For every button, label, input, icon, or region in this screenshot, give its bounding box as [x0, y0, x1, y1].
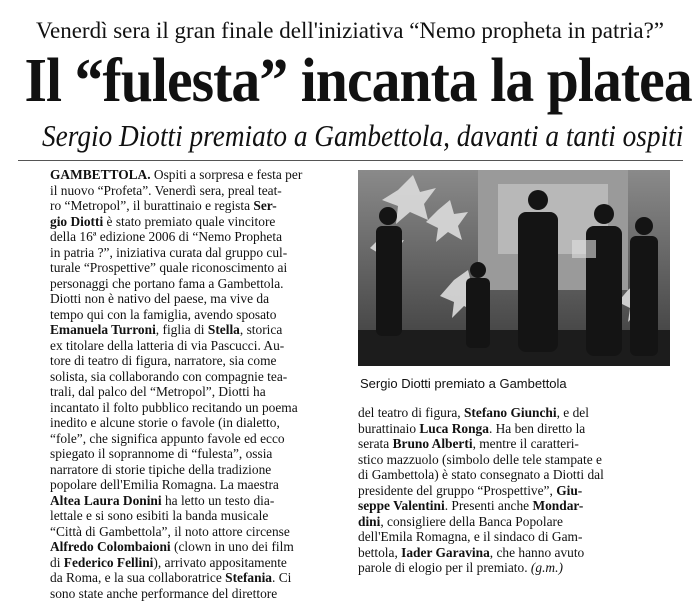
text-line [358, 545, 670, 561]
bold-name: GAMBETTOLA. [50, 167, 151, 182]
text-line [50, 322, 343, 338]
text-line [50, 555, 343, 571]
text-line [358, 483, 670, 499]
text-line [50, 183, 343, 199]
bold-name: dini [358, 514, 380, 529]
bold-name: Ser- [253, 198, 276, 213]
text-segment: turale “Prospettive” quale riconoscimento ai [50, 260, 287, 275]
text-line [50, 245, 343, 261]
bold-name: Giu- [556, 483, 582, 498]
bold-name: Bruno Alberti [393, 436, 473, 451]
text-segment: tempo qui con la famiglia, avendo sposato [50, 307, 276, 322]
kicker: Venerdì sera il gran finale dell'iniziativa “Nemo propheta in patria?” [0, 18, 700, 44]
text-line [50, 369, 343, 385]
headline: Il “fulesta” incanta la platea [25, 46, 676, 116]
text-line [50, 508, 343, 524]
photo-illustration [358, 170, 670, 366]
subheadline: Sergio Diotti premiato a Gambettola, davanti a tanti ospiti [42, 118, 658, 154]
text-segment: serata [358, 436, 393, 451]
bold-name: Stella [208, 322, 240, 337]
text-line [50, 384, 343, 400]
bold-name: Alfredo Colombaioni [50, 539, 171, 554]
text-line [50, 524, 343, 540]
bold-name: Emanuela Turroni [50, 322, 156, 337]
text-segment: “fole”, che significa appunto favole ed ecco [50, 431, 285, 446]
text-segment: . Ci [272, 570, 291, 585]
text-line [50, 415, 343, 431]
text-segment: ex titolare della latteria di via Pascucci. Au- [50, 338, 284, 353]
text-segment: parole di elogio per il premiato. [358, 560, 531, 575]
article-body-right [358, 405, 670, 576]
text-line [50, 431, 343, 447]
text-segment: ro “Metropol”, il burattinaio e regista [50, 198, 253, 213]
text-line [50, 291, 343, 307]
text-line [50, 477, 343, 493]
text-segment: della 16ª edizione 2006 di “Nemo Propheta [50, 229, 282, 244]
text-segment: dell'Emila Romagna, e il sindaco di Gam- [358, 529, 582, 544]
text-line [50, 462, 343, 478]
photo-caption: Sergio Diotti premiato a Gambettola [360, 376, 672, 392]
text-segment: , figlia di [156, 322, 208, 337]
text-segment: inedito e alcune storie o favole (in dialetto, [50, 415, 280, 430]
text-segment: di [50, 555, 64, 570]
text-segment: personaggi che portano fama a Gambettola. [50, 276, 284, 291]
bold-name: Luca Ronga [419, 421, 489, 436]
text-line [50, 229, 343, 245]
text-segment: è stato premiato quale vincitore [103, 214, 275, 229]
text-line [50, 307, 343, 323]
text-segment: solista, sia collaborando con compagnie tea- [50, 369, 287, 384]
bold-name: gio Diotti [50, 214, 103, 229]
text-line [50, 493, 343, 509]
text-line [50, 167, 343, 183]
text-segment: Ospiti a sorpresa e festa per [151, 167, 303, 182]
text-line [50, 214, 343, 230]
text-segment: burattinaio [358, 421, 419, 436]
text-segment: (clown in uno dei film [171, 539, 294, 554]
text-segment: Diotti non è nativo del paese, ma vive da [50, 291, 269, 306]
text-line [358, 421, 670, 437]
text-line [358, 467, 670, 483]
text-line [50, 198, 343, 214]
text-segment: . Presenti anche [445, 498, 533, 513]
italic-signature: (g.m.) [531, 560, 563, 575]
text-segment: , mentre il caratteri- [473, 436, 579, 451]
text-segment: sono state anche performance del direttore [50, 586, 277, 601]
text-segment: presidente del gruppo “Prospettive”, [358, 483, 556, 498]
text-line [50, 400, 343, 416]
article-photo [358, 170, 670, 366]
text-segment: di Gambettola) è stato consegnato a Diotti dal [358, 467, 604, 482]
text-segment: , consigliere della Banca Popolare [380, 514, 563, 529]
text-line [50, 276, 343, 292]
text-line [50, 539, 343, 555]
text-segment: , storica [240, 322, 282, 337]
text-segment: incantato il folto pubblico recitando un poema [50, 400, 298, 415]
bold-name: seppe Valentini [358, 498, 445, 513]
text-segment: il nuovo “Profeta”. Venerdì sera, preal teat- [50, 183, 282, 198]
text-segment: lettale e si sono esibiti la banda musicale [50, 508, 268, 523]
text-line [358, 529, 670, 545]
text-line [50, 586, 343, 601]
text-line [50, 260, 343, 276]
text-line [358, 436, 670, 452]
text-segment: “Città di Gambettola”, il noto attore circense [50, 524, 290, 539]
text-line [358, 560, 670, 576]
text-segment: tore di teatro di figura, narratore, sia come [50, 353, 276, 368]
text-line [358, 452, 670, 468]
text-segment: in patria ?”, iniziativa curata dal gruppo cul- [50, 245, 287, 260]
text-segment: spiegato il soprannome di “fulesta”, ossia [50, 446, 272, 461]
text-segment: ), arrivato appositamente [153, 555, 286, 570]
text-segment: popolare dell'Emilia Romagna. La maestra [50, 477, 279, 492]
text-segment: del teatro di figura, [358, 405, 464, 420]
text-segment: . Ha ben diretto la [489, 421, 585, 436]
text-segment: , e del [557, 405, 589, 420]
text-line [50, 338, 343, 354]
text-segment: narratore di storie tipiche della tradizione [50, 462, 271, 477]
bold-name: Altea Laura Donini [50, 493, 162, 508]
text-segment: ha letto un testo dia- [162, 493, 275, 508]
text-segment: bettola, [358, 545, 401, 560]
text-line [358, 405, 670, 421]
bold-name: Iader Garavina [401, 545, 490, 560]
text-line [50, 353, 343, 369]
article-body-left [50, 167, 343, 601]
text-segment: , che hanno avuto [490, 545, 584, 560]
text-segment: trali, dal palco del “Metropol”, Diotti ha [50, 384, 266, 399]
text-line [50, 446, 343, 462]
bold-name: Stefania [225, 570, 272, 585]
bold-name: Mondar- [532, 498, 583, 513]
bold-name: Federico Fellini [64, 555, 154, 570]
text-segment: stico mazzuolo (simbolo delle tele stampate e [358, 452, 602, 467]
text-line [358, 514, 670, 530]
text-line [358, 498, 670, 514]
divider-rule [18, 160, 683, 161]
text-segment: da Roma, e la sua collaboratrice [50, 570, 225, 585]
bold-name: Stefano Giunchi [464, 405, 557, 420]
